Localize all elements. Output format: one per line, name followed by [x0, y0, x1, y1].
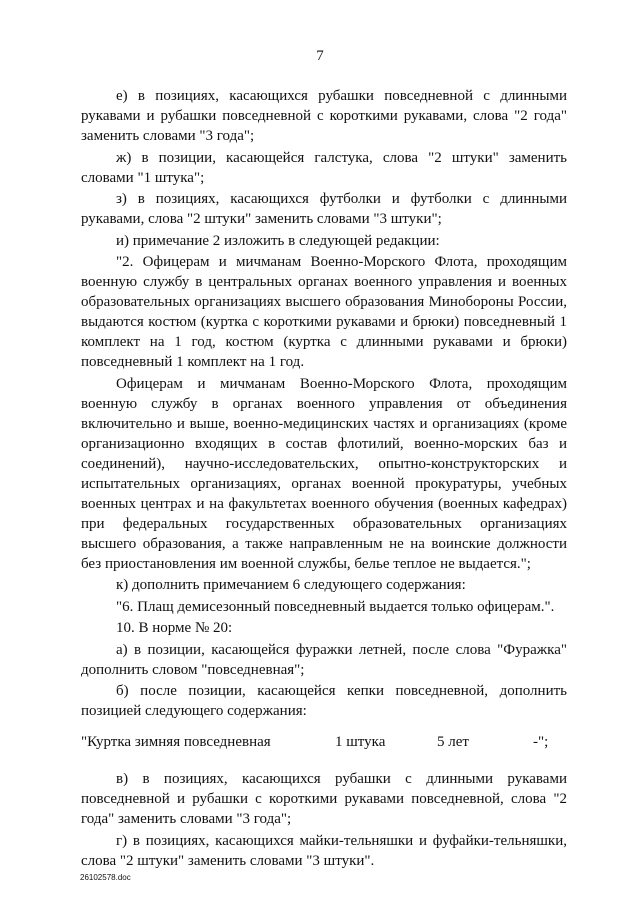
table-row	[81, 732, 567, 752]
paragraph-k: к) дополнить примечанием 6 следующего содержания:	[116, 577, 466, 593]
row-term: 5 лет	[437, 734, 469, 750]
norm-20-heading: 10. В норме № 20:	[116, 620, 233, 636]
paragraph-v: в) в позициях, касающихся рубашки с длинными рукавами повседневной и рубашки с короткими рукавами повседневной, слова "2 года" заменить словами "3 года";	[81, 771, 567, 827]
paragraph-i: и) примечание 2 изложить в следующей редакции:	[116, 232, 440, 249]
document-body	[81, 86, 567, 872]
paragraph-e: е) в позициях, касающихся рубашки повседневной с длинными рукавами и рубашки повседневной с короткими рукавами, слова "2 года" заменить словами "3 года";	[81, 88, 567, 144]
paragraph-g: г) в позициях, касающихся майки-тельняшки и фуфайки-тельняшки, слова "2 штуки" заменить словами "3 штуки".	[81, 832, 567, 869]
footer-filename: 26102578.doc	[80, 873, 131, 882]
paragraph-a: а) в позиции, касающейся фуражки летней, после слова "Фуражка" дополнить словом "повседневная";	[81, 641, 567, 678]
paragraph-b: б) после позиции, касающейся кепки повседневной, дополнить позицией следующего содержания:	[81, 683, 567, 719]
note-2-paragraph-2: Офицерам и мичманам Военно-Морского Флота, проходящим военную службу в органах военного управления от объединения включительно и выше, военно-медицинских частях и организациях (кроме организационно входящих в состав флотилий, военно-морских баз и соединений), научно-исследовательских, опытно-конструкторских и испытательных организациях, органах военной прокуратуры, учебных военных центрах и на факультетах военного обучения (военных кафедрах) при федеральных государственных образовательных организациях высшего образования, а также направленным не на воинские должности без приостановления им военной службы, белье теплое не выдается.";	[81, 375, 567, 572]
row-end: -";	[533, 734, 549, 750]
paragraph-z: з) в позициях, касающихся футболки и футболки с длинными рукавами, слова "2 штуки" заменить словами "3 штуки";	[81, 191, 567, 227]
note-2-paragraph-1: "2. Офицерам и мичманам Военно-Морского Флота, проходящим военную службу в центральных органах военного управления и военных образовательных организациях высшего образования Минобороны России, выдаются костюм (куртка с короткими рукавами и брюки) повседневный 1 комплект на 1 год, костюм (куртка с длинными рукавами и брюки) повседневный 1 комплект на 1 год.	[81, 254, 567, 370]
note-6-text: "6. Плащ демисезонный повседневный выдается только офицерам.".	[116, 598, 555, 615]
row-quantity: 1 штука	[335, 734, 386, 750]
paragraph-zh: ж) в позиции, касающейся галстука, слова "2 штуки" заменить словами "1 штука";	[81, 149, 567, 186]
page-number: 7	[316, 48, 324, 64]
row-item: "Куртка зимняя повседневная	[81, 734, 271, 750]
